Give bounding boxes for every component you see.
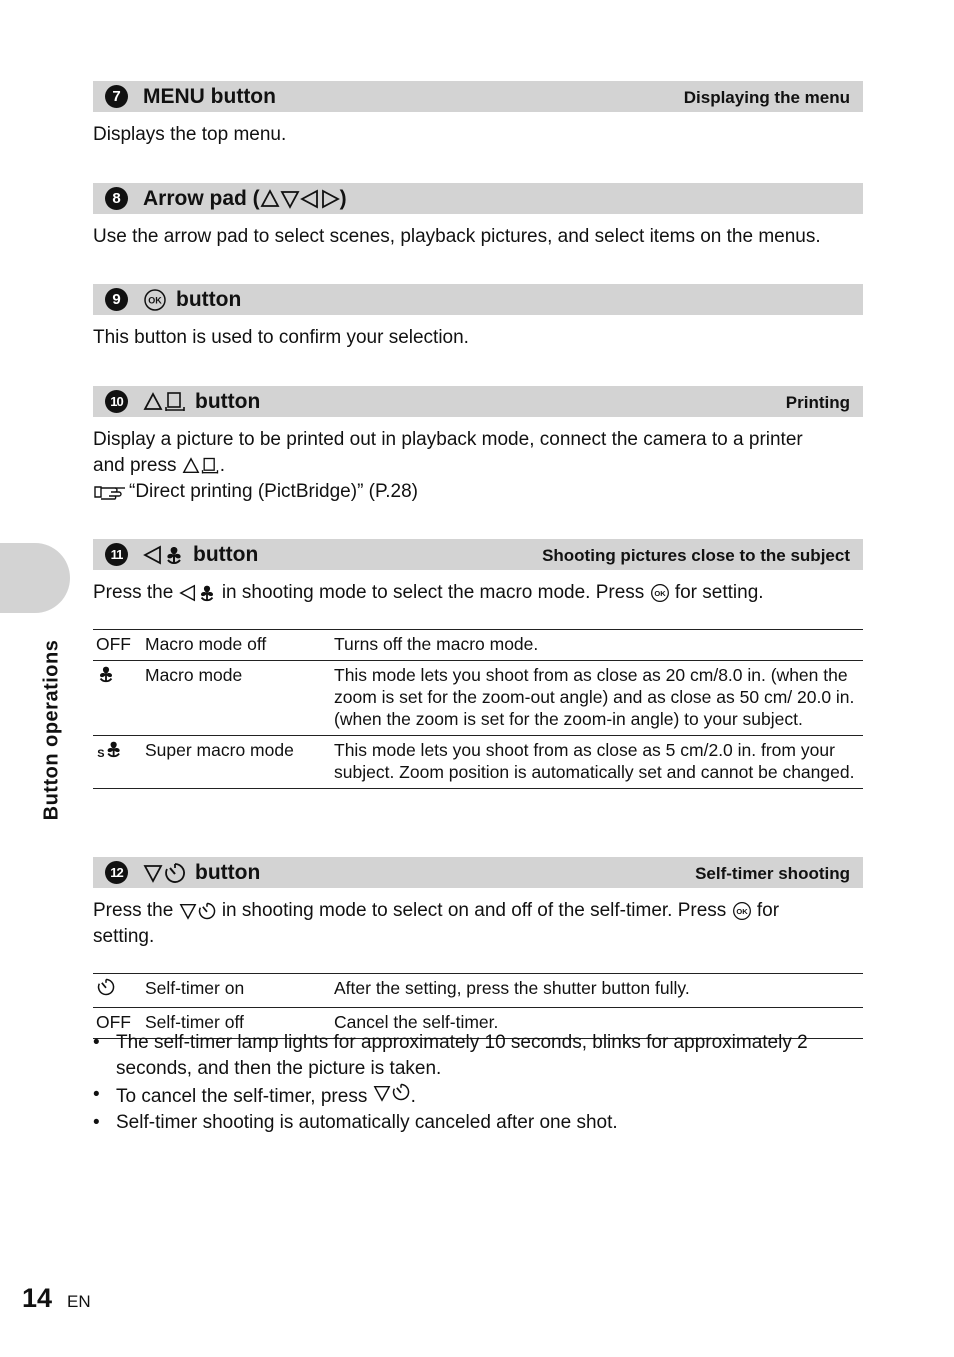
body-line xyxy=(93,453,865,479)
body-line: Display a picture to be printed out in playback mode, connect the camera to a printer xyxy=(93,429,803,450)
flower-macro-icon xyxy=(197,583,217,603)
section-body: Displays the top menu. xyxy=(93,124,287,145)
self-timer-icon xyxy=(163,861,187,885)
table-cell-name: Macro mode xyxy=(145,665,243,685)
section-body: This button is used to confirm your selection. xyxy=(93,327,469,348)
self-timer-icon xyxy=(197,901,217,921)
flower-macro-icon xyxy=(163,544,185,566)
reference-text: “Direct printing (PictBridge)” (P.28) xyxy=(129,481,418,502)
arrow-right-icon xyxy=(320,189,340,209)
super-macro-icon xyxy=(96,739,124,759)
table-cell-name: Macro mode off xyxy=(145,634,267,654)
section-header-menu xyxy=(93,81,863,112)
arrow-left-icon xyxy=(300,189,320,209)
arrow-down-icon xyxy=(280,189,300,209)
section-subtitle: Displaying the menu xyxy=(683,88,850,107)
macro-mode-table xyxy=(93,629,863,789)
table-cell-desc: Cancel the self-timer. xyxy=(334,1012,499,1032)
section-header-ok xyxy=(93,284,863,315)
section-title xyxy=(143,185,347,212)
table-cell-desc: After the setting, press the shutter button fully. xyxy=(334,978,690,998)
flower-macro-icon xyxy=(96,664,116,684)
table-cell-desc: Turns off the macro mode. xyxy=(334,634,539,654)
reference-line xyxy=(93,479,865,505)
print-icon xyxy=(200,456,220,476)
svg-text:OK: OK xyxy=(735,906,748,916)
body-text: Press the xyxy=(93,900,174,921)
arrow-down-icon xyxy=(179,902,197,920)
section-title xyxy=(143,388,260,415)
svg-text:OK: OK xyxy=(653,588,666,598)
svg-text:OK: OK xyxy=(148,295,162,305)
section-header-macro xyxy=(93,539,863,570)
arrow-left-icon xyxy=(143,545,163,565)
self-timer-notes xyxy=(93,1030,865,1136)
section-subtitle: Printing xyxy=(785,393,850,412)
section-title xyxy=(143,859,260,886)
table-cell-code: OFF xyxy=(96,1012,131,1032)
body-text: and press xyxy=(93,455,177,476)
section-header-self-timer xyxy=(93,857,863,888)
arrow-up-icon xyxy=(182,457,200,475)
table-cell-code xyxy=(93,974,139,1008)
ok-button-icon xyxy=(143,288,167,312)
body-text: in shooting mode to select the macro mode. Press xyxy=(221,582,645,603)
body-text: for setting. xyxy=(674,582,764,603)
table-cell-name: Super macro mode xyxy=(145,740,294,760)
body-text: setting. xyxy=(93,926,155,947)
section-body xyxy=(93,580,865,606)
arrow-left-icon xyxy=(179,584,197,602)
body-text: Press the xyxy=(93,582,174,603)
table-cell-name: Self-timer on xyxy=(145,978,245,998)
section-number: 9 xyxy=(105,288,128,311)
section-title xyxy=(143,286,241,313)
section-title-text: button xyxy=(176,288,242,311)
section-title xyxy=(143,541,258,568)
arrow-down-icon xyxy=(143,863,163,883)
page-language: EN xyxy=(67,1292,91,1311)
arrow-up-icon xyxy=(260,189,280,209)
body-text: in shooting mode to select on and off of the self-timer. Press xyxy=(221,900,727,921)
table-cell-name: Self-timer off xyxy=(145,1012,244,1032)
table-row xyxy=(93,630,863,661)
body-text: for xyxy=(756,900,780,921)
list-item: • The self-timer lamp lights for approximately 10 seconds, blinks for approximately 2 seconds, and then the picture is taken. xyxy=(93,1030,865,1082)
section-title-text: button xyxy=(195,861,261,884)
section-subtitle: Self-timer shooting xyxy=(695,864,850,883)
reference-hand-icon xyxy=(93,482,129,502)
table-cell-desc: This mode lets you shoot from as close as 20 cm/8.0 in. (when the zoom is set for the zoom-out angle) and as close as 50 cm/ 20.0 in. (when the zoom is set for the zoom-in angle) to your subject. xyxy=(334,665,855,729)
self-timer-icon xyxy=(96,977,116,997)
section-number: 8 xyxy=(105,187,128,210)
arrow-down-icon xyxy=(373,1084,391,1102)
list-item xyxy=(93,1082,865,1110)
section-number: 11 xyxy=(105,543,128,566)
table-row xyxy=(93,974,863,1008)
table-row xyxy=(93,736,863,789)
section-header-print xyxy=(93,386,863,417)
arrow-up-icon xyxy=(143,392,163,412)
chapter-tab xyxy=(0,543,70,613)
table-cell-code: OFF xyxy=(96,634,131,654)
print-icon xyxy=(163,390,187,414)
body-text: . xyxy=(219,455,226,476)
section-number: 7 xyxy=(105,85,128,108)
section-number: 12 xyxy=(105,861,128,884)
section-title-text: Arrow pad ( xyxy=(143,187,260,210)
ok-button-icon xyxy=(732,901,752,921)
list-item-text: . xyxy=(410,1086,416,1107)
page-number: 14 xyxy=(22,1283,53,1313)
ok-button-icon xyxy=(650,583,670,603)
table-cell-desc: This mode lets you shoot from as close as 5 cm/2.0 in. from your subject. Zoom position is automatically set and cannot be changed. xyxy=(334,740,855,782)
table-cell-code xyxy=(93,736,139,789)
section-title-end: ) xyxy=(339,187,347,210)
chapter-label: Button operations xyxy=(40,639,63,821)
section-body xyxy=(93,898,865,950)
section-number: 10 xyxy=(105,390,128,413)
section-subtitle: Shooting pictures close to the subject xyxy=(542,546,850,565)
table-cell-code xyxy=(93,661,139,736)
section-title-text: button xyxy=(193,543,259,566)
section-body xyxy=(93,427,865,505)
section-title: MENU button xyxy=(143,85,276,108)
section-body: Use the arrow pad to select scenes, playback pictures, and select items on the menus. xyxy=(93,226,821,247)
self-timer-icon xyxy=(391,1082,411,1102)
list-item: • Self-timer shooting is automatically canceled after one shot. xyxy=(93,1110,865,1136)
list-item-text: To cancel the self-timer, press xyxy=(116,1086,368,1107)
table-row xyxy=(93,661,863,736)
section-title-text: button xyxy=(195,390,261,413)
section-header-arrow-pad xyxy=(93,183,863,214)
svg-text:S: S xyxy=(97,748,105,759)
